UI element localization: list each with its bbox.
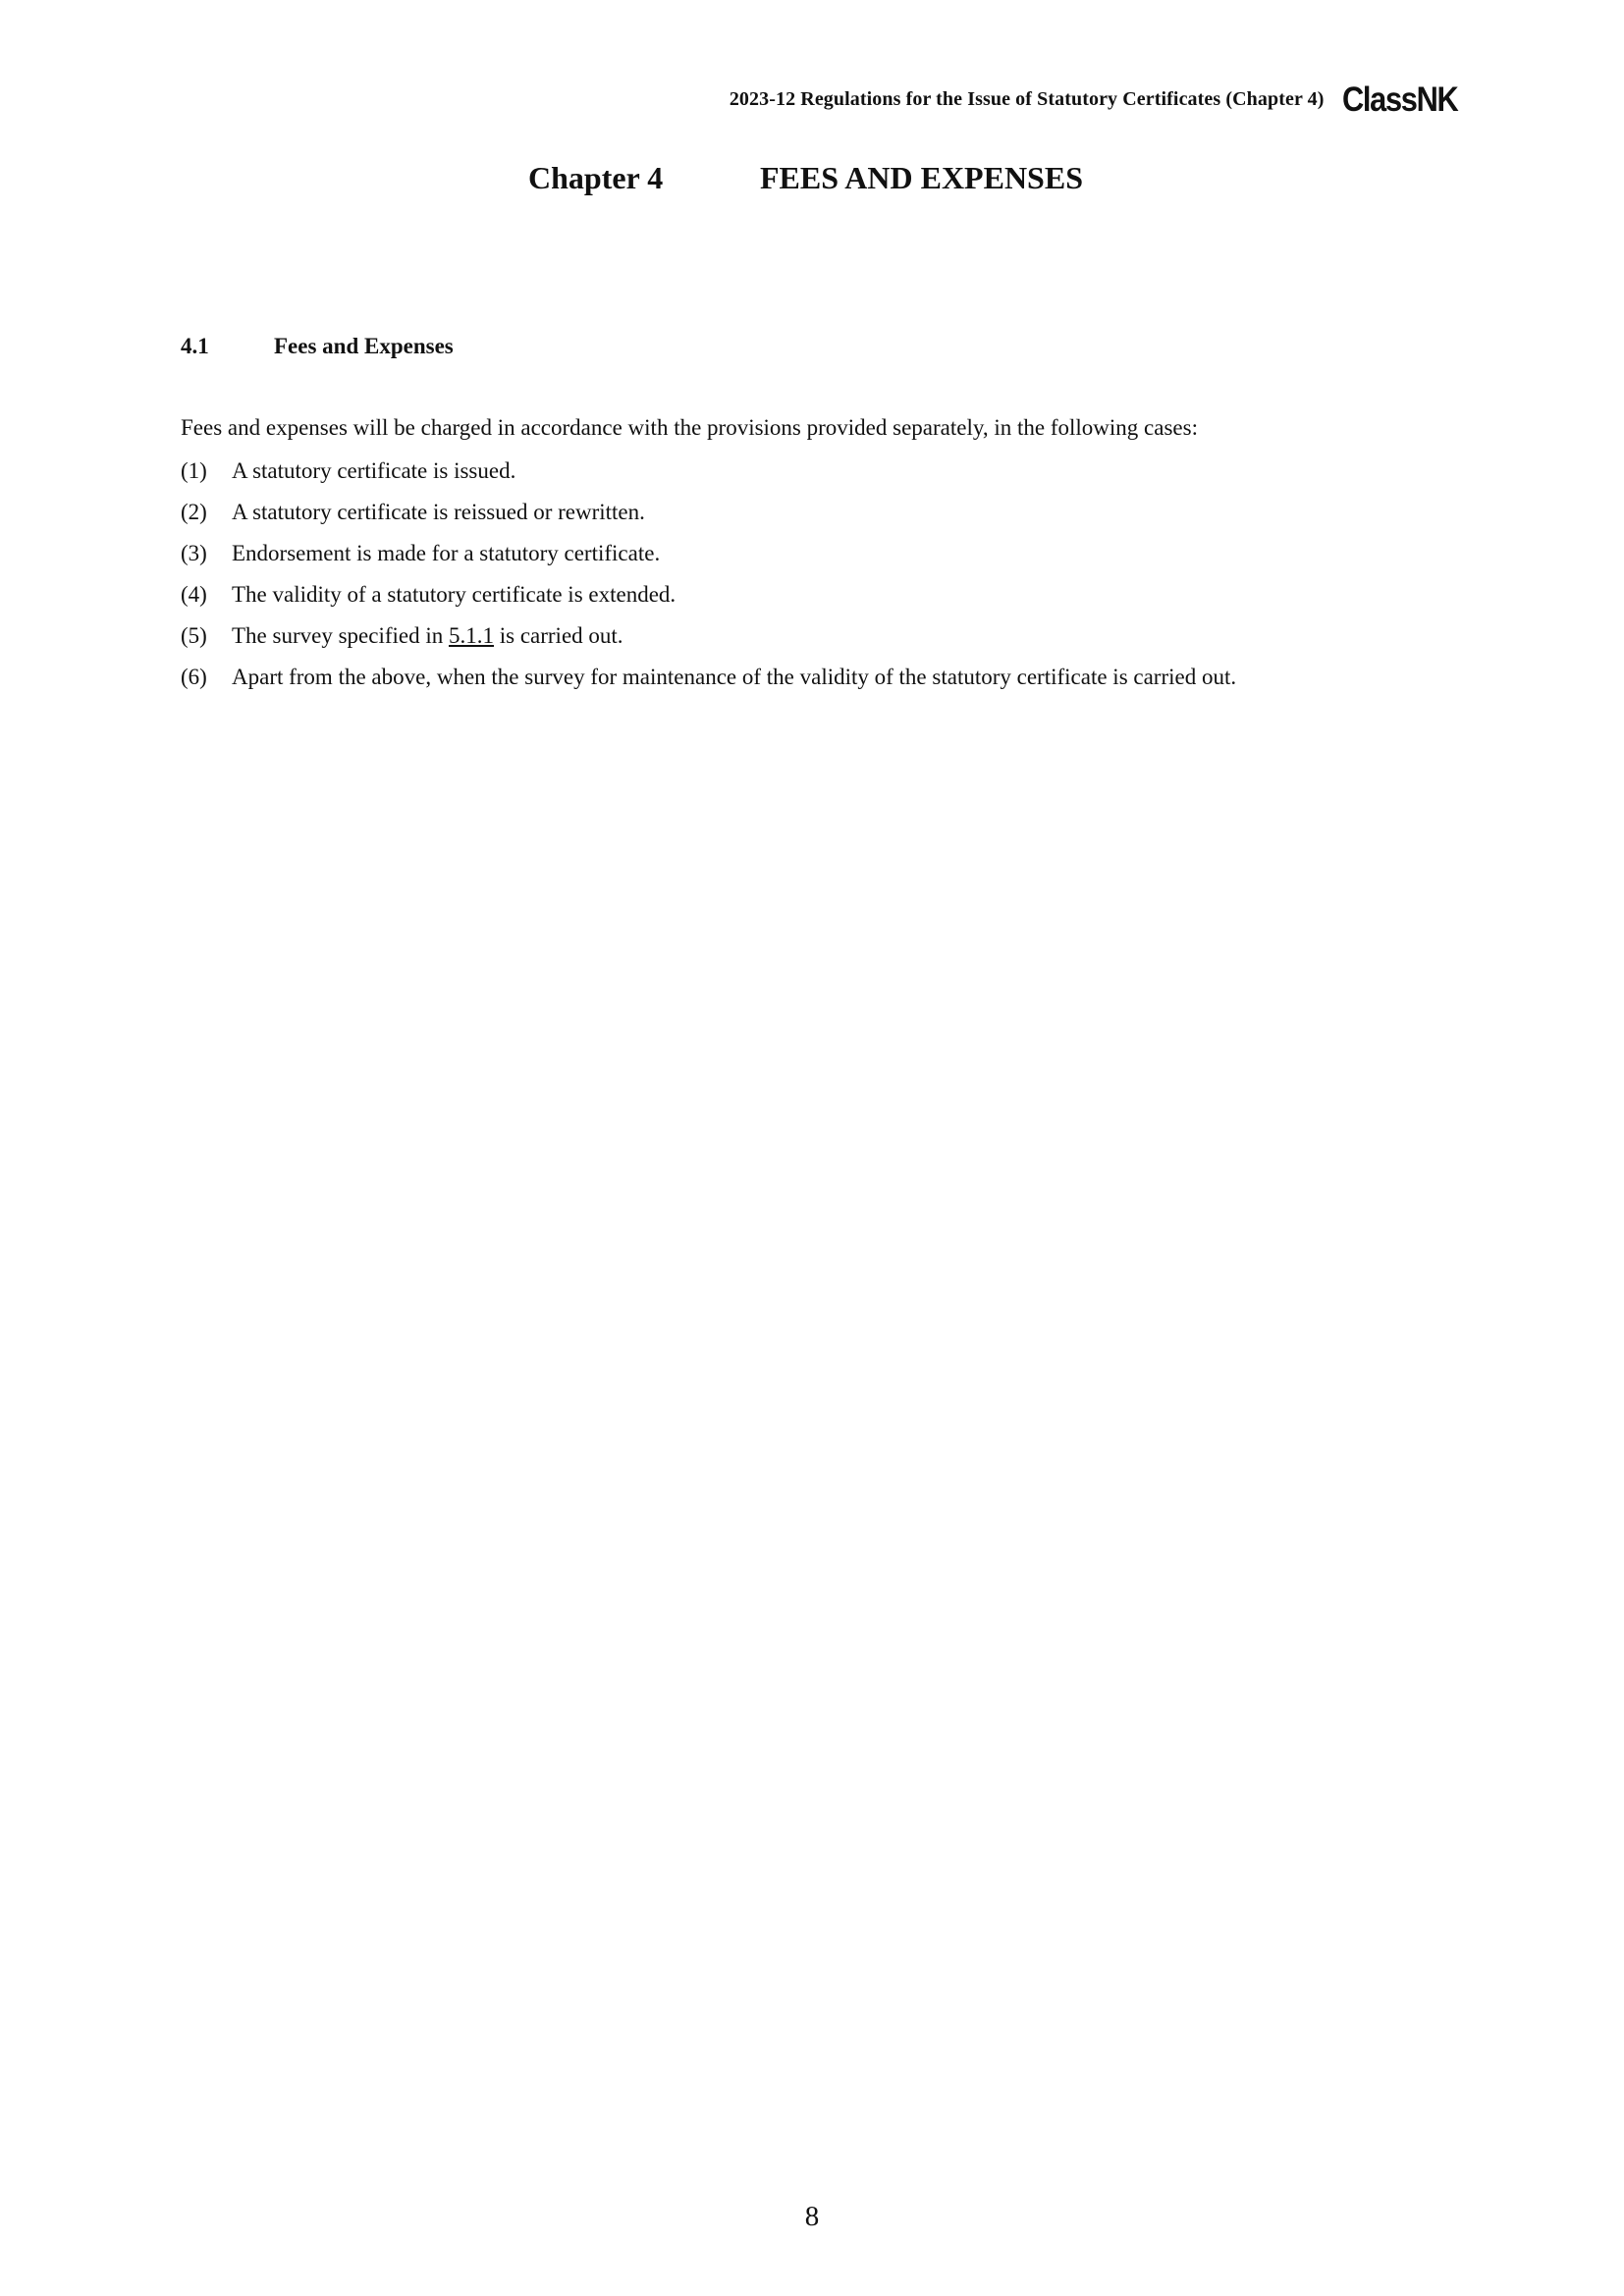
section-reference-link[interactable]: 5.1.1 bbox=[448, 623, 494, 648]
chapter-title: FEES AND EXPENSES bbox=[760, 160, 1083, 195]
list-item-number: (6) bbox=[181, 665, 207, 689]
page-number: 8 bbox=[804, 2201, 820, 2232]
section-intro-paragraph: Fees and expenses will be charged in accordance with the provisions provided separately, in the following cases: bbox=[181, 415, 1198, 440]
list-item-text: A statutory certificate is issued. bbox=[232, 458, 516, 483]
list-item bbox=[181, 456, 1236, 498]
list-item-number: (2) bbox=[181, 500, 207, 524]
chapter-heading bbox=[528, 160, 1083, 196]
list-item bbox=[181, 539, 1236, 580]
list-item-text: Apart from the above, when the survey for maintenance of the validity of the statutory certificate is carried out. bbox=[232, 665, 1237, 689]
section-heading bbox=[181, 334, 454, 359]
section-title: Fees and Expenses bbox=[274, 334, 454, 358]
case-list bbox=[181, 456, 1236, 704]
section-number: 4.1 bbox=[181, 334, 209, 358]
list-item bbox=[181, 498, 1236, 539]
list-item-text: Endorsement is made for a statutory certificate. bbox=[232, 541, 661, 565]
chapter-number: Chapter 4 bbox=[528, 160, 664, 195]
classnk-logo: ClassNK bbox=[1341, 80, 1457, 119]
list-item bbox=[181, 663, 1236, 704]
list-item-number: (5) bbox=[181, 623, 207, 648]
running-header bbox=[730, 82, 1473, 117]
list-item-number: (4) bbox=[181, 582, 207, 607]
list-item-text: A statutory certificate is reissued or rewritten. bbox=[232, 500, 645, 524]
list-item-number: (1) bbox=[181, 458, 207, 483]
list-item-text-after-reference: is carried out. bbox=[499, 623, 623, 648]
list-item bbox=[181, 621, 1236, 663]
running-header-title: 2023-12 Regulations for the Issue of Statutory Certificates (Chapter 4) bbox=[729, 88, 1325, 110]
list-item-text: The validity of a statutory certificate is extended. bbox=[232, 582, 677, 607]
list-item-text-before-reference: The survey specified in bbox=[232, 623, 444, 648]
list-item-number: (3) bbox=[181, 541, 207, 565]
list-item bbox=[181, 580, 1236, 621]
